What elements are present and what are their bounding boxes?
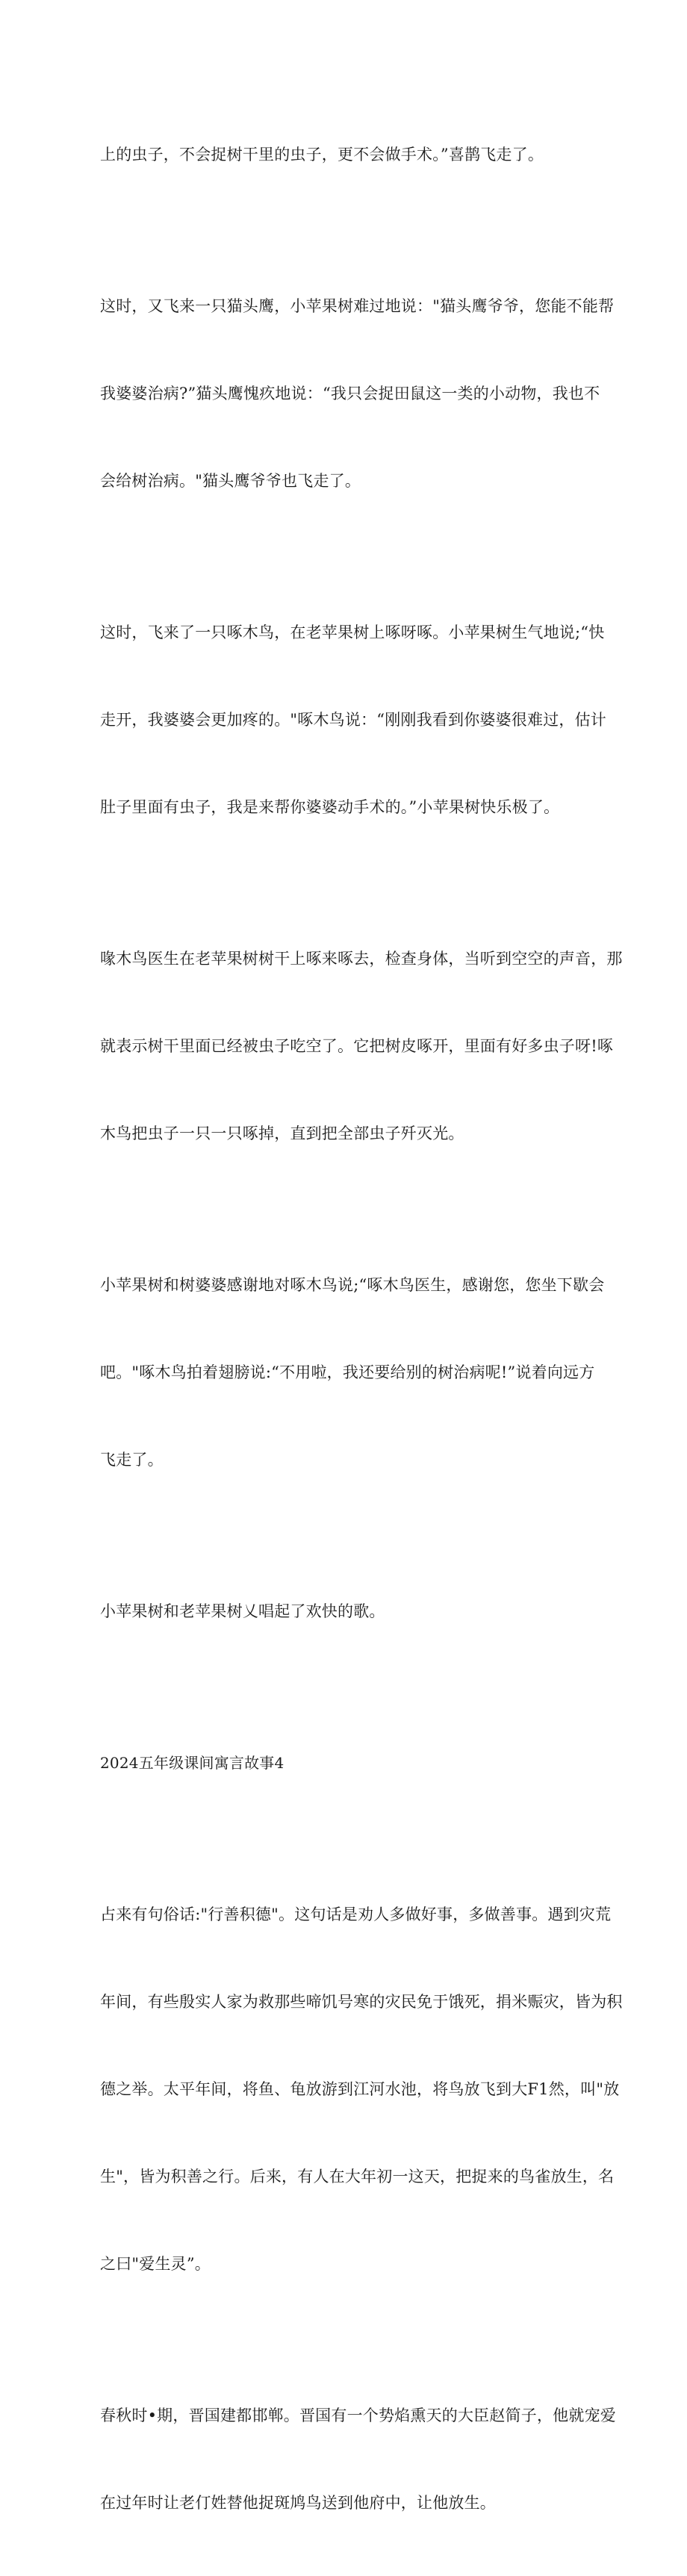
text-line: 上的虫子，不会捉树干里的虫子，更不会做手术。”喜鹊飞走了。 — [100, 146, 544, 164]
text-line: 会给树治病。"猫头鹰爷爷也飞走了。 — [100, 472, 361, 490]
paragraph-8 — [100, 2343, 616, 2576]
document-body — [100, 82, 623, 2576]
text-line: 小苹果树和树婆婆感谢地对啄木鸟说;“啄木鸟医生，感谢您，您坐下歇会 — [100, 1276, 605, 1294]
text-line: 春秋时•期，晋国建都邯郸。晋国有一个势焰熏天的大臣赵简子，他就宠爱 — [100, 2407, 616, 2424]
text-line: 生"，皆为积善之行。后来，有人在大年初一这天，把捉来的鸟雀放生，名 — [100, 2168, 615, 2185]
text-line: 之曰"爱生灵”。 — [100, 2255, 211, 2273]
text-line: 这时，飞来了一只啄木鸟，在老苹果树上啄呀啄。小苹果树生气地说;“快 — [100, 623, 605, 641]
text-line: 吧。"啄木鸟拍着翅膀说:“不用啦，我还要给别的树治病呢!”说着向远方 — [100, 1363, 595, 1381]
heading-text: 2024五年级课间寓言故事4 — [100, 1754, 285, 1772]
text-line: 喙木鸟医生在老苹果树树干上啄来啄去，检查身体，当听到空空的声音，那 — [100, 950, 623, 968]
paragraph-2 — [100, 234, 615, 554]
text-line: 木鸟把虫子一只一只啄掉，直到把全部虫子歼灭光。 — [100, 1124, 464, 1142]
paragraph-3 — [100, 560, 606, 880]
text-line: 小苹果树和老苹果树乂唱起了欢快的歌。 — [100, 1602, 385, 1620]
paragraph-4 — [100, 886, 623, 1207]
text-line: 德之举。太平年间，将鱼、龟放游到江河水池，将鸟放飞到大F1然，叫"放 — [100, 2080, 620, 2098]
text-line: 在过年时让老仃姓替他捉斑鸠鸟送到他府中，让他放生。 — [100, 2494, 496, 2512]
text-line: 这时，又飞来一只猫头鹰，小苹果树难过地说："猫头鹰爷爷，您能不能帮 — [100, 297, 615, 315]
text-line: 就表示树干里面已经被虫子吃空了。它把树皮啄开，里面有好多虫子呀!啄 — [100, 1037, 614, 1055]
text-line: 肚子里面有虫子，我是来帮你婆婆动手术的。”小苹果树快乐极了。 — [100, 798, 560, 816]
paragraph-6 — [100, 1539, 593, 1684]
paragraph-7 — [100, 1842, 623, 2337]
text-line: 我婆婆治病?”猫头鹰愧疚地说：“我只会捉田鼠这一类的小动物，我也不 — [100, 385, 600, 402]
paragraph-1 — [100, 82, 593, 228]
text-line: 飞走了。 — [100, 1451, 164, 1469]
text-line: 走开，我婆婆会更加疼的。"啄木鸟说：“刚刚我看到你婆婆很难过，估计 — [100, 711, 606, 729]
paragraph-5 — [100, 1213, 605, 1533]
section-heading — [100, 1690, 593, 1836]
text-line: 占来有句俗话:"行善积德"。这句话是劝人多做好事，多做善事。遇到灾荒 — [100, 1905, 612, 1923]
text-line: 年间，有些殷实人家为救那些啼饥号寒的灾民免于饿死，捐米赈灾，皆为积 — [100, 1993, 623, 2011]
